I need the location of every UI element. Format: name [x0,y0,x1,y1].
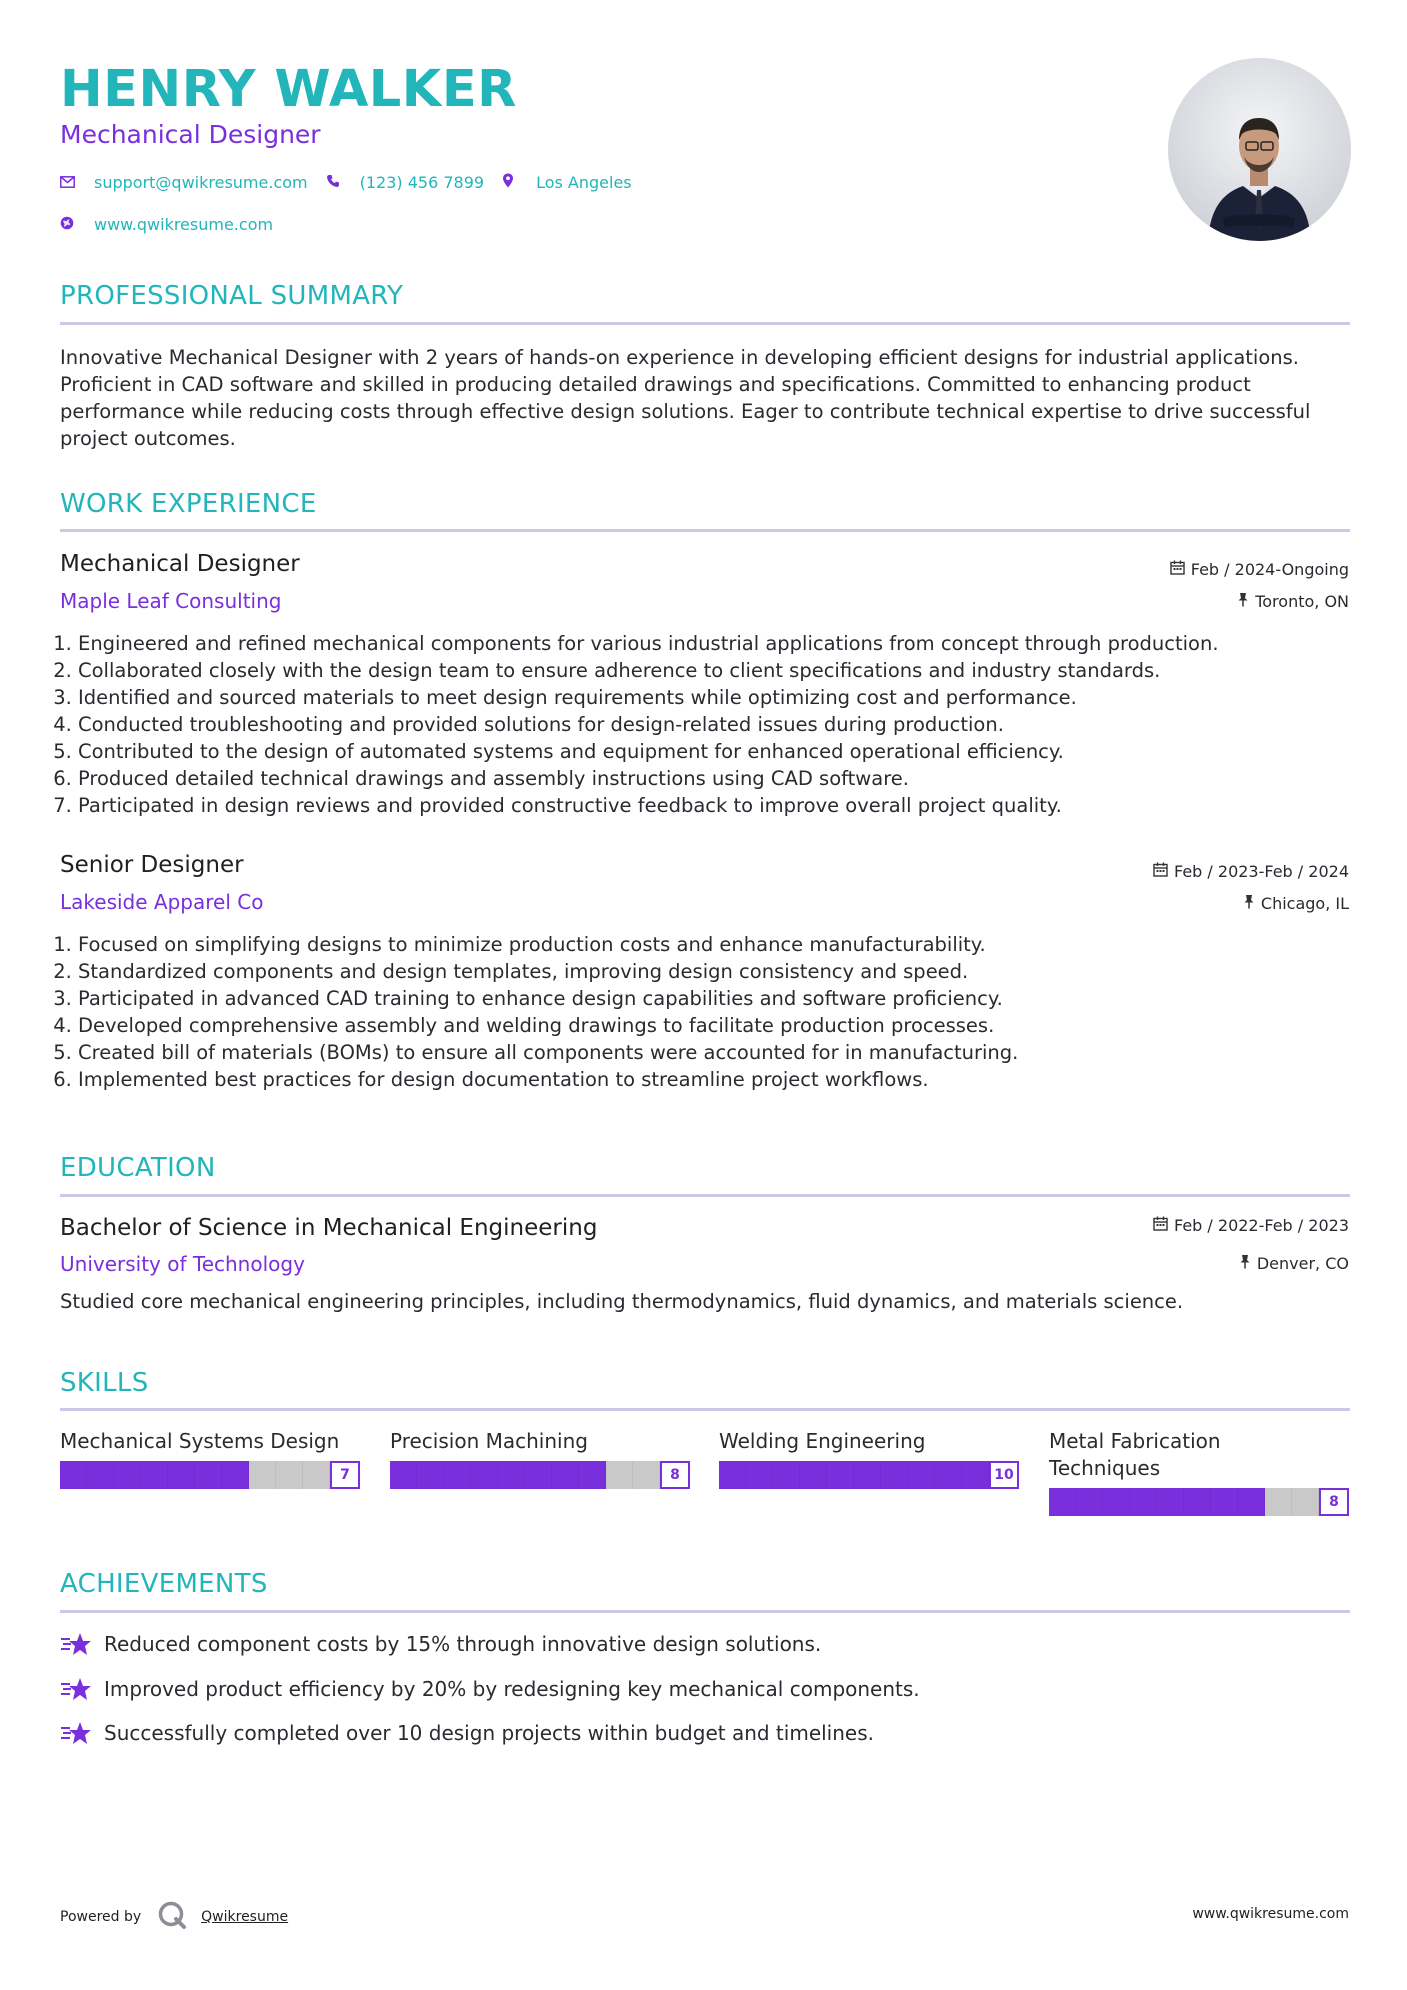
skill-segment-empty [1265,1488,1292,1516]
duty-item: 5. Created bill of materials (BOMs) to ensure all components were accounted for in manufacturing. [78,1039,1368,1066]
skill-segment-filled [579,1461,606,1489]
achievement-text: Successfully completed over 10 design projects within budget and timelines. [104,1721,874,1745]
achievement-item [60,1720,874,1746]
school-name: University of Technology [60,1252,305,1276]
skill-level-number: 8 [660,1461,690,1489]
pushpin-icon [1239,1254,1251,1273]
skill-segment-filled [222,1461,249,1489]
skill-segment-empty [606,1461,633,1489]
phone-icon [326,174,344,192]
duty-item: 5. Contributed to the design of automated systems and equipment for enhanced operational efficiency. [78,738,1368,765]
skill-segment-filled [1076,1488,1103,1516]
skill-item [390,1428,690,1489]
footer-powered-by [60,1900,288,1934]
achievement-text: Improved product efficiency by 20% by redesigning key mechanical components. [104,1677,920,1701]
skill-name: Metal Fabrication Techniques [1049,1429,1221,1480]
job-duties-list [60,630,1368,819]
skill-level-bar [60,1461,360,1489]
duty-item: 6. Produced detailed technical drawings and assembly instructions using CAD software. [78,765,1368,792]
duty-item: 7. Participated in design reviews and provided constructive feedback to improve overall project quality. [78,792,1368,819]
location-pin-icon [502,173,520,192]
location-text: Los Angeles [536,173,632,192]
skill-segment-filled [390,1461,417,1489]
skill-segment-filled [827,1461,854,1489]
shooting-star-icon [60,1720,92,1746]
duty-item: 6. Implemented best practices for design documentation to streamline project workflows. [78,1066,1368,1093]
skill-segment-filled [444,1461,471,1489]
job-location-text: Chicago, IL [1260,894,1349,913]
skill-segment-filled [881,1461,908,1489]
achievement-item [60,1676,920,1702]
skill-level-number: 8 [1319,1488,1349,1516]
achievements-heading: ACHIEVEMENTS [60,1569,268,1599]
skill-segment-filled [1211,1488,1238,1516]
skill-segment-filled [195,1461,222,1489]
duty-item: 1. Focused on simplifying designs to minimize production costs and enhance manufacturability. [78,931,1368,958]
section-divider [60,529,1350,532]
calendar-icon [1153,862,1168,881]
skill-segment-filled [1130,1488,1157,1516]
education-heading: EDUCATION [60,1153,216,1183]
duty-item: 3. Identified and sourced materials to meet design requirements while optimizing cost and performance. [78,684,1368,711]
skill-segment-filled [114,1461,141,1489]
education-location-text: Denver, CO [1256,1254,1349,1273]
skill-segment-filled [908,1461,935,1489]
skill-segment-filled [800,1461,827,1489]
education-dates [1153,1216,1349,1235]
education-description: Studied core mechanical engineering principles, including thermodynamics, fluid dynamics, and materials science. [60,1290,1184,1313]
skill-name: Welding Engineering [719,1429,926,1453]
skill-segment-empty [1292,1488,1319,1516]
summary-text: Innovative Mechanical Designer with 2 years of hands-on experience in developing efficient designs for industrial applications. Proficient in CAD software and skilled in producing detailed drawings and specifications. Committed to enhancing product performance while reducing costs through effective design solutions. Eager to contribute technical expertise to drive successful project outcomes. [60,346,1311,450]
website-link[interactable]: www.qwikresume.com [94,215,274,234]
website-row [60,215,291,234]
skill-segment-filled [719,1461,746,1489]
skill-segment-filled [552,1461,579,1489]
skill-level-bar [390,1461,690,1489]
skills-heading: SKILLS [60,1368,149,1398]
skill-segment-filled [141,1461,168,1489]
profile-photo [1168,58,1351,241]
skill-segment-filled [417,1461,444,1489]
globe-icon [60,216,78,234]
candidate-name: HENRY WALKER [60,60,517,119]
skill-segment-filled [773,1461,800,1489]
skill-segment-filled [87,1461,114,1489]
skill-segment-filled [60,1461,87,1489]
mail-icon [60,174,78,192]
section-divider [60,1408,1350,1411]
qwikresume-logo-icon [157,1900,187,1934]
skill-segment-empty [276,1461,303,1489]
education-dates-text: Feb / 2022-Feb / 2023 [1174,1216,1349,1235]
skill-segment-filled [1184,1488,1211,1516]
skill-segment-filled [935,1461,962,1489]
section-divider [60,1610,1350,1613]
skill-level-bar [1049,1488,1349,1516]
skill-segment-filled [962,1461,989,1489]
job-location-text: Toronto, ON [1255,592,1349,611]
achievement-text: Reduced component costs by 15% through innovative design solutions. [104,1632,822,1656]
contact-row [60,173,650,192]
skill-segment-filled [168,1461,195,1489]
company-name: Maple Leaf Consulting [60,589,282,613]
skill-segment-filled [498,1461,525,1489]
job-dates-text: Feb / 2023-Feb / 2024 [1174,862,1349,881]
pushpin-icon [1237,592,1249,611]
phone-text: (123) 456 7899 [359,173,485,192]
calendar-icon [1153,1216,1168,1235]
skill-item [60,1428,360,1489]
duty-item: 3. Participated in advanced CAD training to enhance design capabilities and software proficiency. [78,985,1368,1012]
job-dates-text: Feb / 2024-Ongoing [1190,560,1349,579]
job-location [1237,592,1349,611]
job-dates [1153,862,1349,881]
skill-level-track [719,1461,989,1489]
summary-heading: PROFESSIONAL SUMMARY [60,281,404,311]
skill-segment-filled [1049,1488,1076,1516]
education-location [1239,1254,1349,1273]
skill-level-number: 10 [989,1461,1019,1489]
job-title: Senior Designer [60,852,244,878]
duty-item: 4. Developed comprehensive assembly and welding drawings to facilitate production processes. [78,1012,1368,1039]
email-link[interactable]: support@qwikresume.com [94,173,308,192]
section-divider [60,1194,1350,1197]
experience-heading: WORK EXPERIENCE [60,489,317,519]
skill-segment-filled [1238,1488,1265,1516]
skill-level-track [1049,1488,1319,1516]
skill-segment-filled [525,1461,552,1489]
qwikresume-link[interactable]: Qwikresume [201,1909,289,1925]
skill-level-track [60,1461,330,1489]
skill-segment-filled [746,1461,773,1489]
skill-segment-empty [303,1461,330,1489]
calendar-icon [1170,560,1185,579]
skill-segment-filled [1157,1488,1184,1516]
shooting-star-icon [60,1631,92,1657]
duty-item: 2. Standardized components and design templates, improving design consistency and speed. [78,958,1368,985]
shooting-star-icon [60,1676,92,1702]
job-dates [1170,560,1349,579]
skill-segment-filled [1103,1488,1130,1516]
skill-segment-empty [633,1461,660,1489]
skill-segment-filled [471,1461,498,1489]
duty-item: 4. Conducted troubleshooting and provided solutions for design-related issues during production. [78,711,1368,738]
skill-segment-filled [854,1461,881,1489]
pushpin-icon [1243,894,1255,913]
skill-segment-empty [249,1461,276,1489]
company-name: Lakeside Apparel Co [60,890,264,914]
achievement-item [60,1631,821,1657]
skill-level-bar [719,1461,1019,1489]
section-divider [60,322,1350,325]
candidate-title: Mechanical Designer [60,120,321,149]
footer-website[interactable]: www.qwikresume.com [1192,1906,1349,1922]
job-duties-list [60,931,1368,1093]
skill-level-track [390,1461,660,1489]
job-location [1243,894,1349,913]
powered-by-label: Powered by [60,1909,142,1925]
degree-title: Bachelor of Science in Mechanical Engineering [60,1215,598,1241]
duty-item: 2. Collaborated closely with the design team to ensure adherence to client specifications and industry standards. [78,657,1368,684]
job-title: Mechanical Designer [60,551,300,577]
skill-level-number: 7 [330,1461,360,1489]
skill-item [719,1428,1019,1489]
skill-name: Mechanical Systems Design [60,1429,340,1453]
skill-item [1049,1428,1349,1516]
skill-name: Precision Machining [390,1429,588,1453]
duty-item: 1. Engineered and refined mechanical components for various industrial applications from concept through production. [78,630,1368,657]
